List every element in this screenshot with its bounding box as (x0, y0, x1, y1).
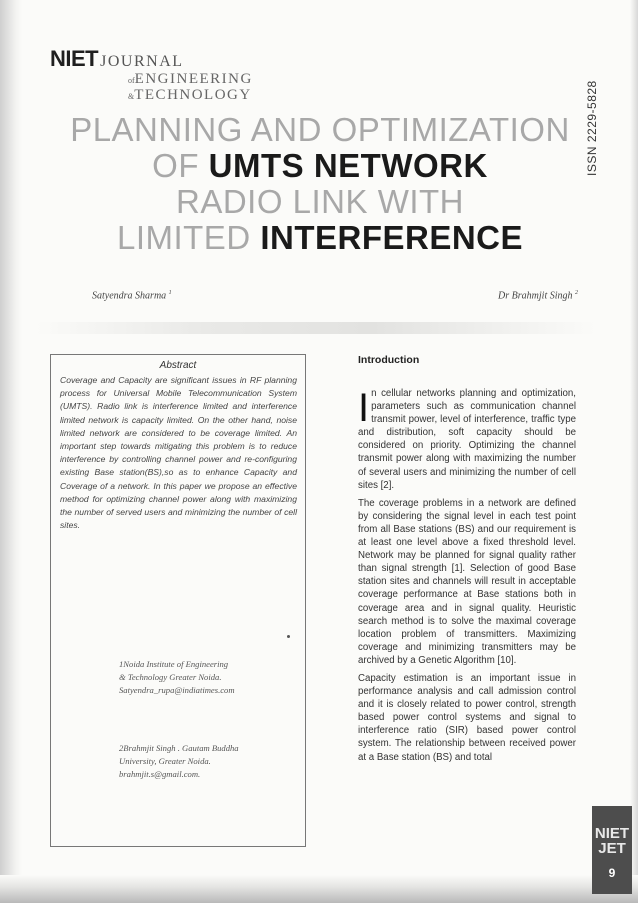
logo-line-technology (128, 88, 253, 104)
title-line-1 (40, 112, 600, 148)
logo-of: of (128, 76, 135, 85)
drop-cap: I (358, 386, 370, 430)
introduction-column (358, 354, 576, 769)
author-2-name: Dr Brahmjit Singh (498, 290, 573, 302)
intro-paragraph-2: The coverage problems in a network are defined by considering the signal level in each test point from all Base stations (BS) and our requirement is at least one level above a fixed threshold level. Network may be planned for signal quality rather than signal strength [1]. Selection of good Base station sites and channels will result in acceptable coverage performance at Base stations both in coverage area and in signal quality. Heuristic search method is to solve the maximal coverage location problem of transmitters. Maximizing coverage and minimizing transmitters may be archived by a Genetic Algorithm [10]. (358, 497, 576, 666)
page-badge (592, 806, 632, 894)
title-line-4-light: LIMITED (116, 219, 261, 256)
article-title (40, 112, 600, 256)
issn-text: ISSN 2229-5828 (585, 80, 599, 176)
logo-brand: NIET (50, 46, 99, 71)
title-line-2 (40, 148, 600, 184)
page-number: 9 (608, 866, 616, 880)
intro-paragraph-1 (358, 387, 576, 492)
journal-logo (50, 46, 253, 104)
logo-and: & (128, 92, 135, 101)
author-1 (92, 290, 172, 301)
abstract-heading: Abstract (159, 360, 197, 371)
badge-jet: JET (598, 840, 626, 857)
logo-engineering: ENGINEERING (134, 71, 253, 87)
separator-band (36, 322, 596, 334)
author-2-mark: 2 (575, 290, 578, 296)
title-line-2-light: OF (152, 147, 209, 184)
author-2 (498, 290, 578, 301)
title-line-1-text: PLANNING AND OPTIMIZATION (70, 111, 570, 148)
page-shadow-bottom (0, 875, 638, 903)
title-line-3-text: RADIO LINK WITH (175, 183, 465, 220)
title-line-2-dark: UMTS NETWORK (208, 147, 488, 184)
stray-dot (287, 635, 290, 638)
affiliation-2-line-2: University, Greater Noida. (119, 756, 211, 766)
intro-paragraph-1-text: n cellular networks planning and optimization, parameters such as communication channel transmit power, level of interference, traffic type and distribution, soft capacity should be considered on priority. Optimizing the channel transmit power along with maximizing the number of several users and minimizing the number of cell sites [2]. (358, 388, 576, 491)
logo-technology: TECHNOLOGY (134, 87, 252, 103)
logo-journal: JOURNAL (100, 53, 184, 70)
badge-niet: NIET (594, 825, 630, 842)
abstract-text: Coverage and Capacity are significant issues in RF planning process for Universal Mobile Telecommunication System (UMTS). Radio link is interference limited and interference limited network is capacity limited. On the other hand, noise limited network are considered to be coverage limited. An important step towards mitigating this problem is to reduce interference by controlling channel power and re-configuring existing Base station(BS),so as to enhance Capacity and Coverage of a network. In this paper we propose an effective method for optimizing channel power along with maximizing the number of served users and minimizing the number of cell sites. (60, 375, 297, 531)
affiliation-1-line-2: & Technology Greater Noida. (119, 672, 222, 682)
page-shadow-left (0, 0, 22, 903)
affiliation-1-line-1: 1Noida Institute of Engineering (119, 659, 229, 669)
title-line-4 (40, 220, 600, 256)
intro-paragraph-3: Capacity estimation is an important issue in performance analysis and call admission control and it is closely related to power control, strength based power control systems and signal to interference ratio (SIR) based power control system. The relationship between received power at a Base station (BS) and total (358, 672, 576, 763)
logo-line-engineering (128, 72, 253, 88)
abstract-box (50, 354, 306, 847)
affiliation-2-email: brahmjit.s@gmail.com. (119, 769, 201, 779)
author-1-mark: 1 (168, 290, 172, 296)
author-1-name: Satyendra Sharma (92, 290, 167, 302)
affiliation-2 (119, 742, 239, 781)
affiliation-1-email: Satyendra_rupa@indiatimes.com (119, 685, 235, 695)
affiliation-2-line-1: 2Brahmjit Singh . Gautam Buddha (119, 743, 239, 753)
page-shadow-right (630, 0, 638, 903)
title-line-4-dark: INTERFERENCE (260, 219, 524, 256)
introduction-heading: Introduction (358, 354, 420, 366)
affiliation-1 (119, 658, 235, 697)
title-line-3 (40, 184, 600, 220)
